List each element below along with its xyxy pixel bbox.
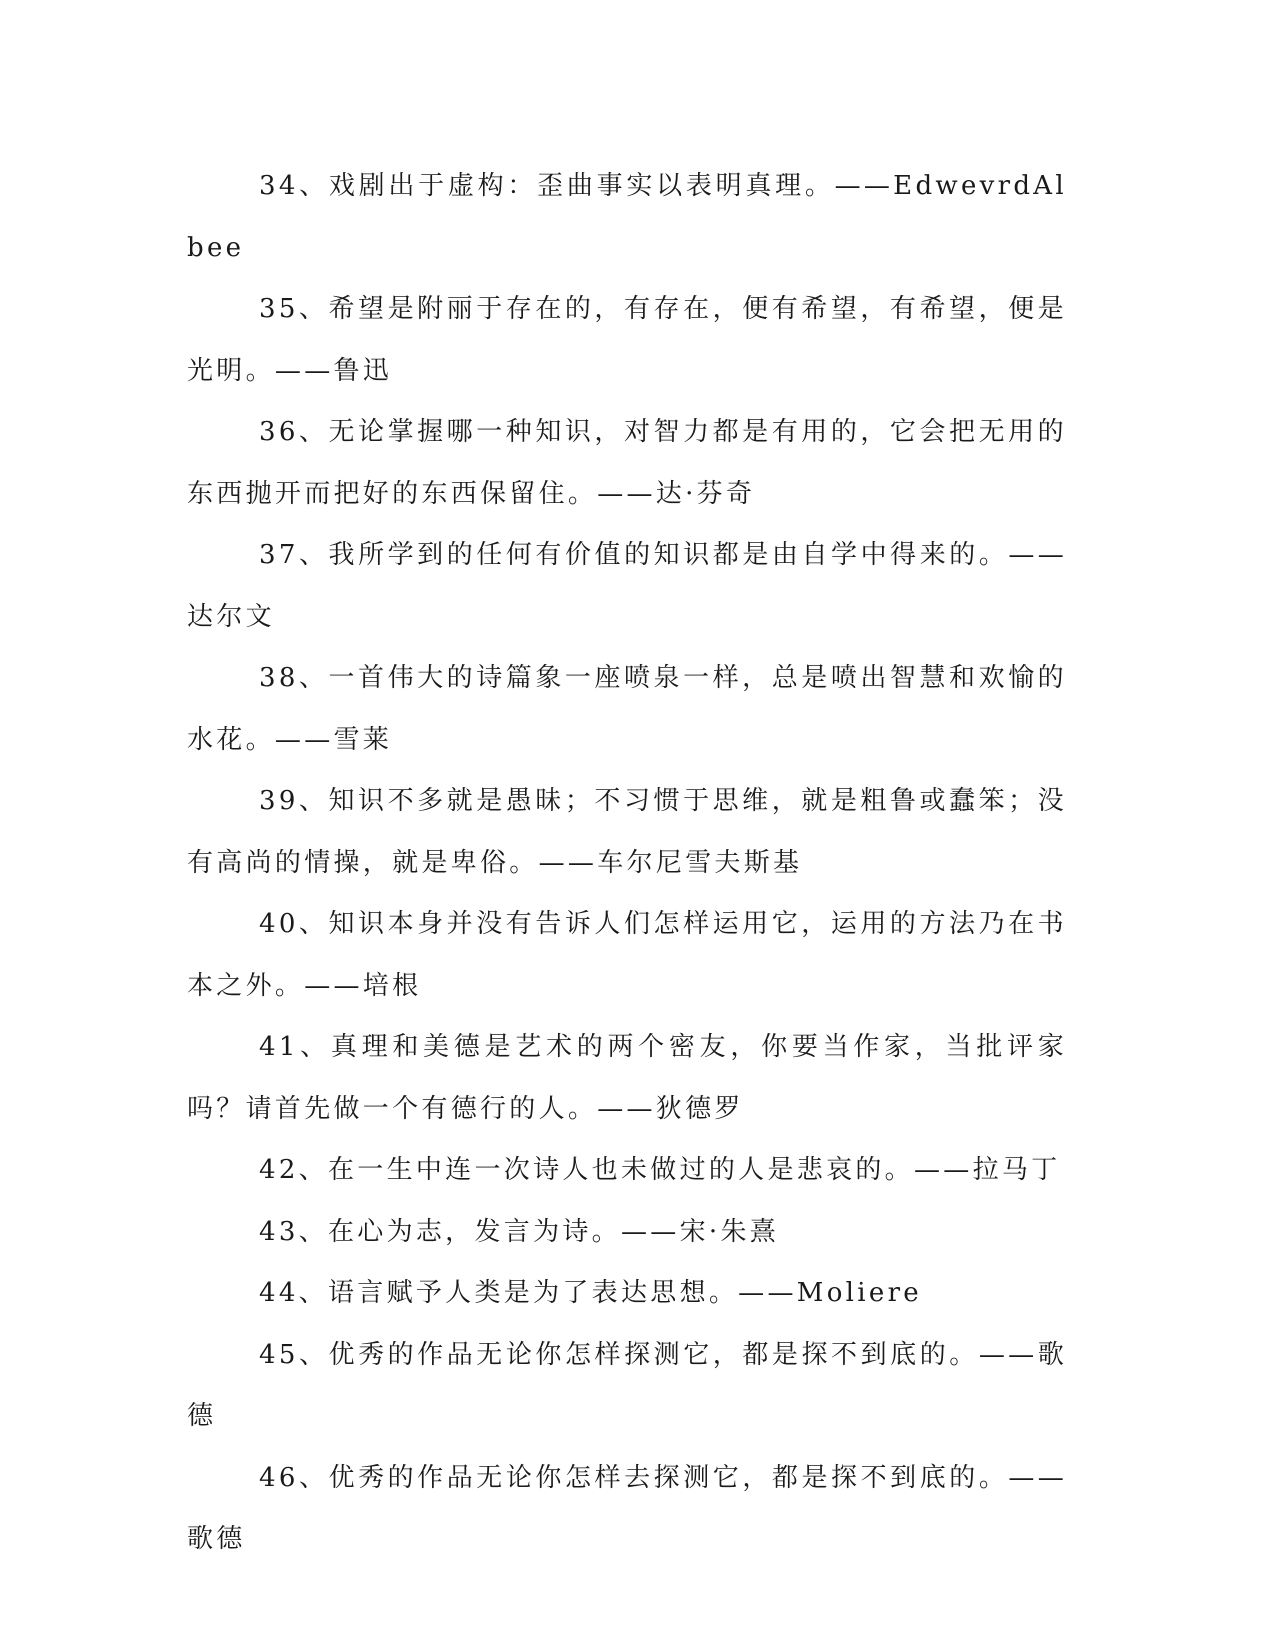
quote-34: 34、戏剧出于虚构：歪曲事实以表明真理。——EdwevrdAlbee [187, 171, 1067, 263]
quote-42: 42、在一生中连一次诗人也未做过的人是悲哀的。——拉马丁 [259, 1155, 1061, 1185]
quote-46: 46、优秀的作品无论你怎样去探测它，都是探不到底的。——歌德 [187, 1462, 1067, 1554]
quote-40: 40、知识本身并没有告诉人们怎样运用它，运用的方法乃在书本之外。——培根 [187, 909, 1067, 1001]
quote-35: 35、希望是附丽于存在的，有存在，便有希望，有希望，便是光明。——鲁迅 [187, 294, 1067, 386]
quote-43: 43、在心为志，发言为诗。——宋·朱熹 [259, 1216, 780, 1247]
quote-45: 45、优秀的作品无论你怎样探测它，都是探不到底的。——歌德 [187, 1339, 1067, 1431]
quote-37: 37、我所学到的任何有价值的知识都是由自学中得来的。——达尔文 [187, 540, 1067, 632]
quote-list [187, 156, 1067, 1571]
quote-44: 44、语言赋予人类是为了表达思想。——Moliere [259, 1278, 922, 1308]
quote-39: 39、知识不多就是愚昧；不习惯于思维，就是粗鲁或蠢笨；没有高尚的情操，就是卑俗。——车尔尼雪夫斯基 [187, 786, 1067, 878]
quote-38: 38、一首伟大的诗篇象一座喷泉一样，总是喷出智慧和欢愉的水花。——雪莱 [187, 663, 1067, 755]
quote-41: 41、真理和美德是艺术的两个密友，你要当作家，当批评家吗？请首先做一个有德行的人。——狄德罗 [187, 1032, 1067, 1124]
quote-36: 36、无论掌握哪一种知识，对智力都是有用的，它会把无用的东西抛开而把好的东西保留住。——达·芬奇 [187, 417, 1067, 509]
